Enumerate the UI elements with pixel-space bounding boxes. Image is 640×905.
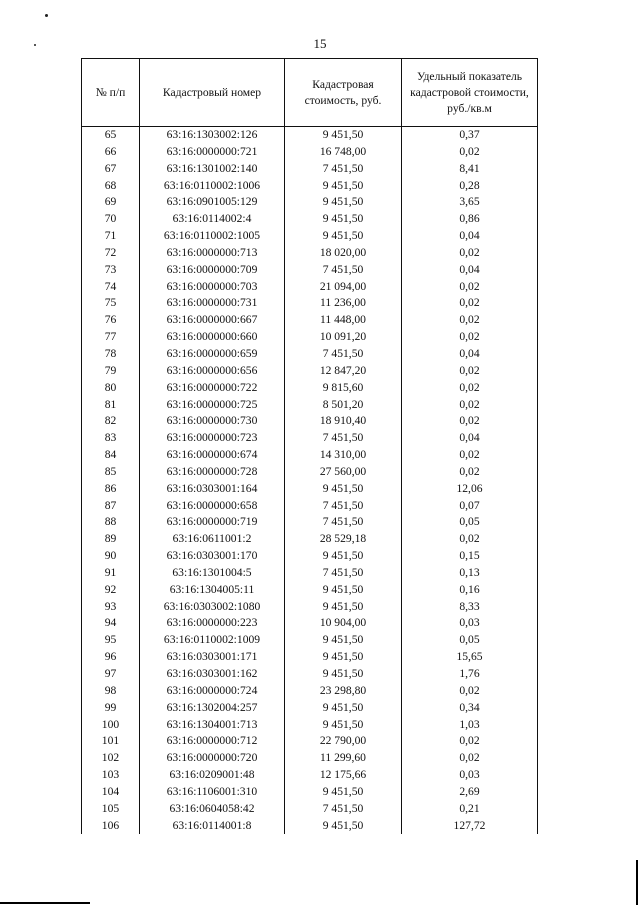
cadastral-value-cell: 18 020,00 <box>285 245 402 262</box>
row-number-cell: 78 <box>82 346 140 363</box>
cadastral-number-cell: 63:16:0000000:709 <box>140 262 285 279</box>
specific-value-cell: 0,28 <box>402 178 538 195</box>
specific-value-cell: 0,02 <box>402 312 538 329</box>
cadastral-number-cell: 63:16:0000000:674 <box>140 447 285 464</box>
cadastral-number-cell: 63:16:0303002:1080 <box>140 599 285 616</box>
specific-value-cell: 8,33 <box>402 599 538 616</box>
cadastral-number-cell: 63:16:0303001:162 <box>140 666 285 683</box>
table-row <box>82 430 538 447</box>
cadastral-number-cell: 63:16:1304001:713 <box>140 717 285 734</box>
row-number-cell: 73 <box>82 262 140 279</box>
cadastral-value-cell: 18 910,40 <box>285 413 402 430</box>
cadastral-value-cell: 9 451,50 <box>285 784 402 801</box>
cadastral-number-cell: 63:16:0000000:730 <box>140 413 285 430</box>
cadastral-value-cell: 9 451,50 <box>285 228 402 245</box>
table-row <box>82 144 538 161</box>
row-number-cell: 71 <box>82 228 140 245</box>
row-number-cell: 81 <box>82 397 140 414</box>
row-number-cell: 102 <box>82 750 140 767</box>
cadastral-value-cell: 9 451,50 <box>285 548 402 565</box>
cadastral-number-cell: 63:16:0114001:8 <box>140 818 285 835</box>
specific-value-cell: 0,15 <box>402 548 538 565</box>
page-number: 15 <box>313 36 327 51</box>
cadastral-value-cell: 16 748,00 <box>285 144 402 161</box>
row-number-cell: 76 <box>82 312 140 329</box>
row-number-cell: 101 <box>82 733 140 750</box>
row-number-cell: 77 <box>82 329 140 346</box>
row-number-cell: 93 <box>82 599 140 616</box>
table-row <box>82 127 538 144</box>
specific-value-cell: 0,02 <box>402 329 538 346</box>
row-number-cell: 98 <box>82 683 140 700</box>
table-row <box>82 161 538 178</box>
cadastral-value-cell: 7 451,50 <box>285 161 402 178</box>
specific-value-cell: 0,02 <box>402 531 538 548</box>
cadastral-table-container <box>81 58 537 834</box>
table-row <box>82 733 538 750</box>
row-number-cell: 99 <box>82 700 140 717</box>
header-cadastral-value: Кадастровая стоимость, руб. <box>285 59 402 127</box>
cadastral-value-cell: 11 299,60 <box>285 750 402 767</box>
specific-value-cell: 0,04 <box>402 430 538 447</box>
cadastral-number-cell: 63:16:1301004:5 <box>140 565 285 582</box>
specific-value-cell: 0,02 <box>402 464 538 481</box>
table-row <box>82 228 538 245</box>
cadastral-value-cell: 9 451,50 <box>285 194 402 211</box>
specific-value-cell: 0,04 <box>402 262 538 279</box>
table-row <box>82 683 538 700</box>
cadastral-number-cell: 63:16:0000000:724 <box>140 683 285 700</box>
row-number-cell: 104 <box>82 784 140 801</box>
cadastral-number-cell: 63:16:0000000:658 <box>140 498 285 515</box>
cadastral-number-cell: 63:16:0901005:129 <box>140 194 285 211</box>
table-row <box>82 397 538 414</box>
cadastral-value-cell: 7 451,50 <box>285 498 402 515</box>
cadastral-number-cell: 63:16:0000000:223 <box>140 615 285 632</box>
specific-value-cell: 0,02 <box>402 279 538 296</box>
specific-value-cell: 0,34 <box>402 700 538 717</box>
specific-value-cell: 3,65 <box>402 194 538 211</box>
cadastral-number-cell: 63:16:1302004:257 <box>140 700 285 717</box>
cadastral-number-cell: 63:16:0114002:4 <box>140 211 285 228</box>
table-row <box>82 548 538 565</box>
scan-edge-right <box>636 860 638 905</box>
specific-value-cell: 0,37 <box>402 127 538 144</box>
cadastral-value-cell: 9 451,50 <box>285 666 402 683</box>
cadastral-value-cell: 9 451,50 <box>285 481 402 498</box>
table-row <box>82 498 538 515</box>
table-row <box>82 245 538 262</box>
row-number-cell: 79 <box>82 363 140 380</box>
row-number-cell: 74 <box>82 279 140 296</box>
row-number-cell: 80 <box>82 380 140 397</box>
table-row <box>82 818 538 835</box>
table-row <box>82 632 538 649</box>
cadastral-value-cell: 7 451,50 <box>285 346 402 363</box>
specific-value-cell: 0,02 <box>402 363 538 380</box>
specific-value-cell: 0,02 <box>402 750 538 767</box>
cadastral-number-cell: 63:16:0000000:728 <box>140 464 285 481</box>
table-row <box>82 565 538 582</box>
row-number-cell: 65 <box>82 127 140 144</box>
specific-value-cell: 0,13 <box>402 565 538 582</box>
specific-value-cell: 0,02 <box>402 144 538 161</box>
cadastral-number-cell: 63:16:0000000:703 <box>140 279 285 296</box>
table-row <box>82 666 538 683</box>
cadastral-value-cell: 9 451,50 <box>285 717 402 734</box>
specific-value-cell: 0,02 <box>402 380 538 397</box>
cadastral-number-cell: 63:16:0110002:1005 <box>140 228 285 245</box>
table-row <box>82 481 538 498</box>
specific-value-cell: 0,07 <box>402 498 538 515</box>
row-number-cell: 90 <box>82 548 140 565</box>
cadastral-number-cell: 63:16:0110002:1006 <box>140 178 285 195</box>
cadastral-value-cell: 21 094,00 <box>285 279 402 296</box>
row-number-cell: 88 <box>82 514 140 531</box>
cadastral-number-cell: 63:16:0000000:719 <box>140 514 285 531</box>
row-number-cell: 87 <box>82 498 140 515</box>
table-row <box>82 582 538 599</box>
cadastral-number-cell: 63:16:0303001:170 <box>140 548 285 565</box>
cadastral-number-cell: 63:16:0000000:720 <box>140 750 285 767</box>
cadastral-number-cell: 63:16:0110002:1009 <box>140 632 285 649</box>
cadastral-value-cell: 11 236,00 <box>285 295 402 312</box>
cadastral-value-cell: 9 451,50 <box>285 632 402 649</box>
cadastral-table <box>81 58 538 834</box>
cadastral-number-cell: 63:16:0000000:723 <box>140 430 285 447</box>
cadastral-number-cell: 63:16:0303001:164 <box>140 481 285 498</box>
row-number-cell: 69 <box>82 194 140 211</box>
specific-value-cell: 0,04 <box>402 346 538 363</box>
specific-value-cell: 0,04 <box>402 228 538 245</box>
cadastral-value-cell: 8 501,20 <box>285 397 402 414</box>
specific-value-cell: 15,65 <box>402 649 538 666</box>
cadastral-value-cell: 7 451,50 <box>285 430 402 447</box>
cadastral-value-cell: 12 175,66 <box>285 767 402 784</box>
cadastral-value-cell: 7 451,50 <box>285 565 402 582</box>
row-number-cell: 97 <box>82 666 140 683</box>
specific-value-cell: 0,02 <box>402 683 538 700</box>
cadastral-value-cell: 9 451,50 <box>285 582 402 599</box>
row-number-cell: 95 <box>82 632 140 649</box>
row-number-cell: 75 <box>82 295 140 312</box>
cadastral-number-cell: 63:16:0611001:2 <box>140 531 285 548</box>
cadastral-value-cell: 9 451,50 <box>285 649 402 666</box>
table-row <box>82 767 538 784</box>
specific-value-cell: 0,02 <box>402 447 538 464</box>
specific-value-cell: 0,05 <box>402 514 538 531</box>
cadastral-number-cell: 63:16:0000000:725 <box>140 397 285 414</box>
cadastral-value-cell: 9 451,50 <box>285 599 402 616</box>
cadastral-number-cell: 63:16:0209001:48 <box>140 767 285 784</box>
cadastral-number-cell: 63:16:1304005:11 <box>140 582 285 599</box>
specific-value-cell: 0,21 <box>402 801 538 818</box>
table-row <box>82 784 538 801</box>
cadastral-number-cell: 63:16:0000000:660 <box>140 329 285 346</box>
cadastral-number-cell: 63:16:1301002:140 <box>140 161 285 178</box>
cadastral-number-cell: 63:16:0000000:721 <box>140 144 285 161</box>
specific-value-cell: 127,72 <box>402 818 538 835</box>
row-number-cell: 70 <box>82 211 140 228</box>
specific-value-cell: 0,02 <box>402 413 538 430</box>
cadastral-number-cell: 63:16:0000000:731 <box>140 295 285 312</box>
row-number-cell: 105 <box>82 801 140 818</box>
row-number-cell: 68 <box>82 178 140 195</box>
row-number-cell: 92 <box>82 582 140 599</box>
specific-value-cell: 8,41 <box>402 161 538 178</box>
row-number-cell: 94 <box>82 615 140 632</box>
cadastral-number-cell: 63:16:0000000:656 <box>140 363 285 380</box>
header-cadastral-number: Кадастровый номер <box>140 59 285 127</box>
cadastral-number-cell: 63:16:0000000:712 <box>140 733 285 750</box>
cadastral-value-cell: 9 815,60 <box>285 380 402 397</box>
table-row <box>82 211 538 228</box>
table-row <box>82 346 538 363</box>
table-row <box>82 380 538 397</box>
cadastral-value-cell: 12 847,20 <box>285 363 402 380</box>
table-row <box>82 531 538 548</box>
table-row <box>82 615 538 632</box>
row-number-cell: 91 <box>82 565 140 582</box>
cadastral-value-cell: 9 451,50 <box>285 818 402 835</box>
table-row <box>82 750 538 767</box>
table-row <box>82 413 538 430</box>
cadastral-value-cell: 14 310,00 <box>285 447 402 464</box>
cadastral-number-cell: 63:16:0000000:667 <box>140 312 285 329</box>
table-row <box>82 178 538 195</box>
cadastral-value-cell: 11 448,00 <box>285 312 402 329</box>
specific-value-cell: 0,02 <box>402 733 538 750</box>
specific-value-cell: 0,02 <box>402 397 538 414</box>
row-number-cell: 86 <box>82 481 140 498</box>
row-number-cell: 96 <box>82 649 140 666</box>
table-row <box>82 447 538 464</box>
specific-value-cell: 0,05 <box>402 632 538 649</box>
row-number-cell: 72 <box>82 245 140 262</box>
cadastral-value-cell: 9 451,50 <box>285 700 402 717</box>
row-number-cell: 84 <box>82 447 140 464</box>
cadastral-value-cell: 7 451,50 <box>285 514 402 531</box>
cadastral-value-cell: 27 560,00 <box>285 464 402 481</box>
specific-value-cell: 0,03 <box>402 615 538 632</box>
specific-value-cell: 1,03 <box>402 717 538 734</box>
cadastral-value-cell: 28 529,18 <box>285 531 402 548</box>
row-number-cell: 83 <box>82 430 140 447</box>
specific-value-cell: 0,16 <box>402 582 538 599</box>
table-row <box>82 262 538 279</box>
table-row <box>82 329 538 346</box>
table-body <box>82 127 538 835</box>
table-row <box>82 514 538 531</box>
table-row <box>82 700 538 717</box>
specific-value-cell: 0,02 <box>402 245 538 262</box>
specific-value-cell: 0,86 <box>402 211 538 228</box>
row-number-cell: 103 <box>82 767 140 784</box>
cadastral-value-cell: 23 298,80 <box>285 683 402 700</box>
table-row <box>82 295 538 312</box>
table-row <box>82 464 538 481</box>
specific-value-cell: 2,69 <box>402 784 538 801</box>
table-header-row <box>82 59 538 127</box>
cadastral-number-cell: 63:16:1106001:310 <box>140 784 285 801</box>
cadastral-number-cell: 63:16:1303002:126 <box>140 127 285 144</box>
header-number: № п/п <box>82 59 140 127</box>
row-number-cell: 67 <box>82 161 140 178</box>
cadastral-value-cell: 7 451,50 <box>285 801 402 818</box>
cadastral-value-cell: 10 091,20 <box>285 329 402 346</box>
table-row <box>82 599 538 616</box>
table-row <box>82 194 538 211</box>
specific-value-cell: 0,03 <box>402 767 538 784</box>
cadastral-value-cell: 9 451,50 <box>285 211 402 228</box>
table-row <box>82 312 538 329</box>
specific-value-cell: 1,76 <box>402 666 538 683</box>
header-specific-value: Удельный показатель кадастровой стоимости, руб./кв.м <box>402 59 538 127</box>
table-row <box>82 363 538 380</box>
row-number-cell: 85 <box>82 464 140 481</box>
cadastral-number-cell: 63:16:0604058:42 <box>140 801 285 818</box>
cadastral-number-cell: 63:16:0000000:722 <box>140 380 285 397</box>
specific-value-cell: 12,06 <box>402 481 538 498</box>
scan-speck <box>45 14 48 17</box>
specific-value-cell: 0,02 <box>402 295 538 312</box>
row-number-cell: 66 <box>82 144 140 161</box>
cadastral-number-cell: 63:16:0303001:171 <box>140 649 285 666</box>
cadastral-value-cell: 7 451,50 <box>285 262 402 279</box>
row-number-cell: 100 <box>82 717 140 734</box>
table-row <box>82 717 538 734</box>
row-number-cell: 89 <box>82 531 140 548</box>
cadastral-value-cell: 10 904,00 <box>285 615 402 632</box>
table-row <box>82 801 538 818</box>
row-number-cell: 82 <box>82 413 140 430</box>
row-number-cell: 106 <box>82 818 140 835</box>
table-row <box>82 649 538 666</box>
cadastral-value-cell: 9 451,50 <box>285 127 402 144</box>
cadastral-number-cell: 63:16:0000000:713 <box>140 245 285 262</box>
cadastral-number-cell: 63:16:0000000:659 <box>140 346 285 363</box>
cadastral-value-cell: 22 790,00 <box>285 733 402 750</box>
table-row <box>82 279 538 296</box>
cadastral-value-cell: 9 451,50 <box>285 178 402 195</box>
scan-edge-bottom <box>0 902 90 904</box>
